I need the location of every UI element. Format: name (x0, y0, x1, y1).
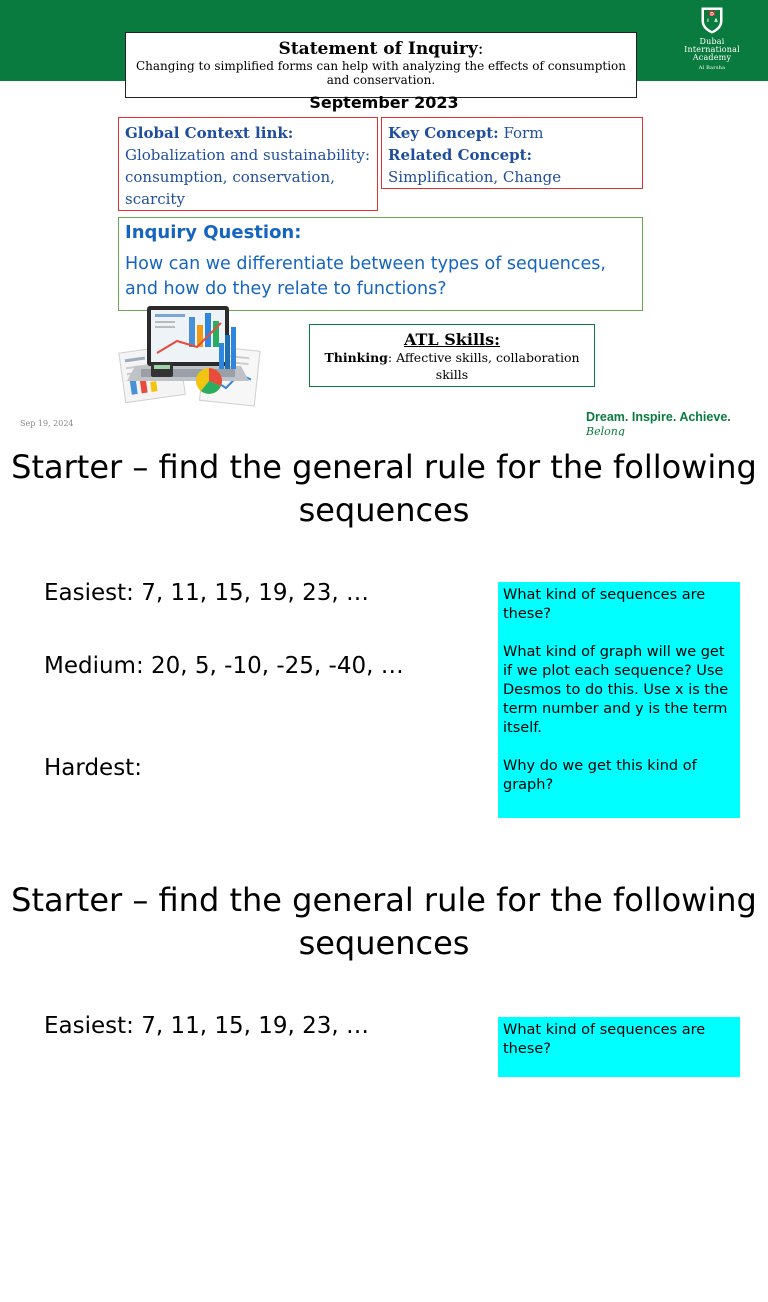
key-concept-line (388, 122, 636, 144)
statement-of-inquiry-title (126, 39, 636, 59)
starter-title: Starter – find the general rule for the following sequences (11, 881, 757, 962)
statement-title-text: Statement of Inquiry (278, 39, 478, 59)
atl-skills-list: : Affective skills, collaboration skills (387, 350, 580, 382)
laptop-charts-illustration (117, 303, 262, 413)
shield-icon (699, 6, 725, 34)
svg-text:A: A (714, 19, 718, 24)
atl-skills-text (310, 349, 594, 383)
svg-text:I: I (707, 19, 709, 24)
atl-skills-title: ATL Skills: (403, 330, 501, 349)
slide-3 (0, 869, 768, 1302)
question-item: Why do we get this kind of graph? (503, 758, 697, 793)
key-concept-value: Form (498, 124, 544, 142)
questions-box (498, 582, 740, 818)
question-item: What kind of graph will we get if we plot each sequence? Use Desmos to do this. Use x is the term number and y is the term itself. (503, 644, 729, 736)
global-context-text: Globalization and sustainability: consumption, conservation, scarcity (125, 146, 371, 208)
dia-logo (676, 6, 748, 78)
hardest-sequence: Hardest: (44, 755, 142, 781)
footer-tagline-text: Dream. Inspire. Achieve. (586, 410, 731, 424)
slide-footer-date: Sep 19, 2024 (20, 419, 74, 428)
global-context-label: Global Context link: (125, 124, 294, 142)
questions-box (498, 1017, 740, 1077)
statement-of-inquiry-text: Changing to simplified forms can help with analyzing the effects of consumption and conservation. (135, 59, 626, 87)
logo-text-academy: Academy (692, 53, 732, 62)
global-context-box (118, 117, 378, 211)
statement-title-colon: : (477, 39, 484, 59)
logo-text-campus: Al Barsha (698, 65, 726, 71)
question-item: What kind of sequences are these? (503, 587, 706, 622)
svg-text:D: D (710, 12, 714, 18)
inquiry-question-title: Inquiry Question: (125, 222, 302, 243)
slide-2 (0, 436, 768, 869)
footer-tagline (586, 410, 768, 436)
question-item: What kind of sequences are these? (503, 1022, 706, 1057)
statement-of-inquiry-box (125, 32, 637, 98)
inquiry-question-text: How can we differentiate between types of sequences, and how do they relate to functions? (125, 254, 606, 299)
easiest-sequence: Easiest: 7, 11, 15, 19, 23, … (44, 580, 370, 606)
easiest-sequence: Easiest: 7, 11, 15, 19, 23, … (44, 1013, 370, 1039)
slide-1 (0, 0, 768, 436)
related-concept-value: Simplification, Change (388, 168, 562, 186)
logo-text-international: International (684, 45, 740, 54)
key-concept-box (381, 117, 643, 189)
starter-title: Starter – find the general rule for the following sequences (11, 448, 757, 529)
atl-skills-box (309, 324, 595, 387)
medium-sequence: Medium: 20, 5, -10, -25, -40, … (44, 653, 404, 679)
logo-text-dubai: Dubai (699, 37, 725, 46)
key-concept-label: Key Concept: (388, 124, 499, 142)
related-concept-label: Related Concept: (388, 146, 533, 164)
footer-belong-script: Belong (586, 425, 625, 436)
inquiry-question-box (118, 217, 643, 311)
slide-date-heading: September 2023 (309, 93, 459, 112)
atl-thinking-label: Thinking (324, 350, 388, 365)
